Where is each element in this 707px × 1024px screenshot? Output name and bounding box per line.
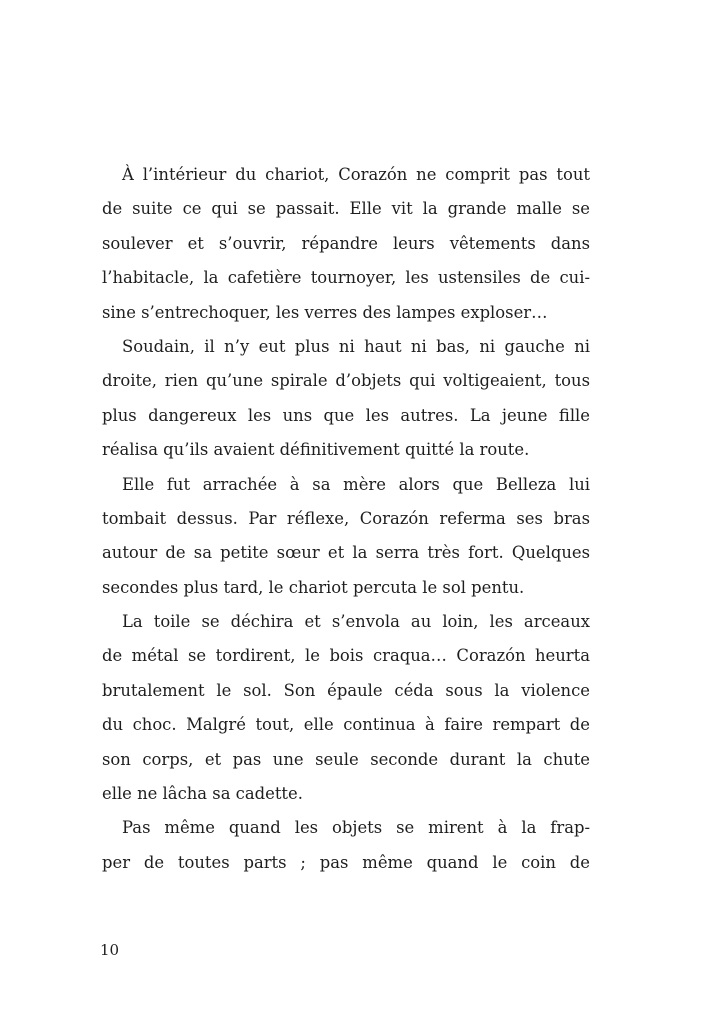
paragraph-line: son corps, et pas une seule seconde durant la chute	[102, 749, 590, 769]
paragraph-line: soulever et s’ouvrir, répandre leurs vêtements dans	[102, 233, 590, 253]
paragraph-line: Pas même quand les objets se mirent à la frap-	[122, 818, 590, 838]
paragraph-line: secondes plus tard, le chariot percuta le sol pentu.	[102, 577, 525, 597]
paragraph-line: sine s’entrechoquer, les verres des lampes exploser…	[102, 302, 548, 322]
paragraph-line: autour de sa petite sœur et la serra très fort. Quelques	[102, 543, 590, 563]
paragraph-line: brutalement le sol. Son épaule céda sous la violence	[102, 680, 590, 700]
paragraph-line: À l’intérieur du chariot, Corazón ne comprit pas tout	[122, 165, 590, 184]
paragraph-line: tombait dessus. Par réflexe, Corazón referma ses bras	[102, 508, 590, 528]
paragraph-line: Elle fut arrachée à sa mère alors que Belleza lui	[122, 474, 590, 494]
paragraph-line: l’habitacle, la cafetière tournoyer, les ustensiles de cui-	[102, 268, 590, 288]
paragraph-line: Soudain, il n’y eut plus ni haut ni bas, ni gauche ni	[122, 336, 590, 356]
paragraph-line: réalisa qu’ils avaient définitivement quitté la route.	[102, 440, 530, 460]
page-number: 10	[100, 941, 120, 959]
paragraph-line: de suite ce qui se passait. Elle vit la grande malle se	[102, 199, 590, 219]
paragraph-line: de métal se tordirent, le bois craqua… Corazón heurta	[102, 646, 590, 666]
paragraph-line: du choc. Malgré tout, elle continua à faire rempart de	[102, 715, 590, 735]
paragraph-line: La toile se déchira et s’envola au loin, les arceaux	[122, 612, 590, 632]
body-text	[102, 158, 590, 880]
paragraph-line: droite, rien qu’une spirale d’objets qui voltigeaient, tous	[102, 371, 590, 391]
paragraph-line: plus dangereux les uns que les autres. La jeune fille	[102, 405, 590, 425]
paragraph-line: per de toutes parts ; pas même quand le coin de	[102, 852, 590, 872]
paragraph-line: elle ne lâcha sa cadette.	[102, 784, 303, 804]
